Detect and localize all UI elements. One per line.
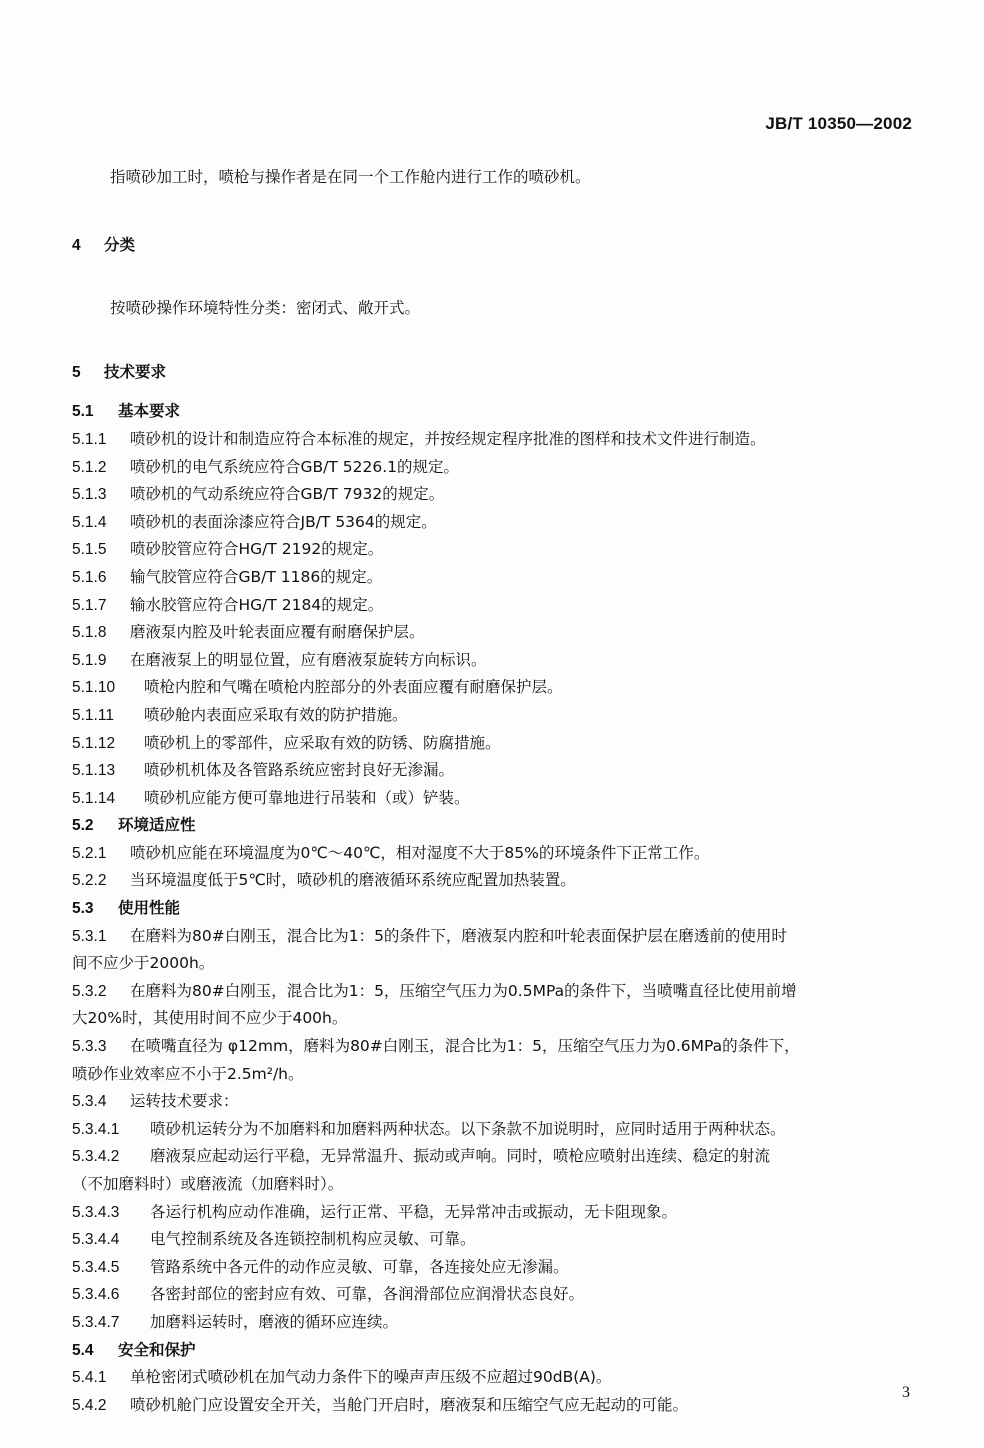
list-item [72, 1254, 917, 1282]
clause-text: 输水胶管应符合HG/T 2184的规定。 [130, 595, 384, 614]
section-number: 5.4 [72, 1341, 94, 1359]
section-number: 5.2 [72, 817, 94, 835]
clause-text: 喷砂机应能方便可靠地进行吊装和（或）铲装。 [144, 788, 470, 807]
clause-number: 5.3.4.5 [72, 1258, 120, 1276]
clause-text: 运转技术要求： [130, 1092, 239, 1111]
clause-text: 喷枪内腔和气嘴在喷枪内腔部分的外表面应覆有耐磨保护层。 [144, 678, 563, 697]
section-number: 5.3 [72, 900, 94, 918]
clause-number: 5.1.7 [72, 596, 107, 614]
clause-number: 5.3.1 [72, 927, 107, 945]
list-item [72, 426, 917, 454]
list-item [72, 536, 917, 564]
section-5-4-heading [72, 1337, 917, 1365]
section-title: 安全和保护 [118, 1340, 196, 1359]
list-item [72, 564, 917, 592]
section-4-heading [72, 232, 917, 260]
section-5-1-heading [72, 398, 917, 426]
list-item [72, 1116, 917, 1144]
list-item [72, 647, 917, 675]
list-item [72, 481, 917, 509]
list-item [72, 867, 917, 895]
list-item [72, 509, 917, 537]
section-number: 4 [72, 236, 81, 254]
list-item [72, 757, 917, 785]
clause-number: 5.3.4.7 [72, 1313, 120, 1331]
section-5-2-heading [72, 812, 917, 840]
clause-number: 5.3.4.2 [72, 1148, 120, 1166]
clause-number: 5.1.3 [72, 486, 107, 504]
clause-number: 5.1.5 [72, 541, 107, 559]
intro-paragraph: 指喷砂加工时，喷枪与操作者是在同一个工作舱内进行工作的喷砂机。 [110, 168, 591, 186]
clause-number: 5.3.4.6 [72, 1286, 120, 1304]
section-title: 基本要求 [118, 402, 181, 421]
clause-number: 5.1.1 [72, 430, 107, 448]
clause-number: 5.2.2 [72, 872, 107, 890]
section-number: 5 [72, 363, 81, 381]
clause-number: 5.1.14 [72, 789, 116, 807]
clause-text: 电气控制系统及各连锁控制机构应灵敏、可靠。 [150, 1230, 476, 1249]
clause-text: 在磨料为80#白刚玉，混合比为1：5的条件下，磨液泵内腔和叶轮表面保护层在磨透前的使用时 [130, 926, 787, 945]
section-4-text: 按喷砂操作环境特性分类：密闭式、敞开式。 [110, 299, 421, 318]
clause-text: 在磨料为80#白刚玉，混合比为1：5，压缩空气压力为0.5MPa的条件下，当喷嘴直径比使用前增 [130, 981, 797, 1000]
section-number: 5.1 [72, 403, 94, 421]
list-item [72, 840, 917, 868]
clause-number: 5.3.4.4 [72, 1231, 120, 1249]
clause-text: 喷砂机的表面涂漆应符合JB/T 5364的规定。 [130, 512, 437, 531]
clause-number: 5.2.1 [72, 844, 107, 862]
clause-number: 5.1.9 [72, 651, 107, 669]
clause-text: 喷砂机机体及各管路系统应密封良好无渗漏。 [144, 761, 455, 780]
clause-continuation: 大20%时，其使用时间不应少于400h。 [72, 1009, 348, 1028]
list-item [72, 619, 917, 647]
list-item [72, 592, 917, 620]
list-item [72, 978, 917, 1006]
list-item [72, 1309, 917, 1337]
clause-number: 5.1.10 [72, 679, 116, 697]
clause-number: 5.1.13 [72, 762, 116, 780]
section-title: 环境适应性 [118, 816, 196, 835]
list-item [72, 1199, 917, 1227]
section-5-3-heading [72, 895, 917, 923]
clause-number: 5.1.4 [72, 513, 107, 531]
clause-text: 喷砂机的电气系统应符合GB/T 5226.1的规定。 [130, 457, 459, 476]
list-item [72, 1392, 917, 1420]
clause-text: 在喷嘴直径为 φ12mm，磨料为80#白刚玉，混合比为1：5，压缩空气压力为0.6MPa的条件下， [130, 1037, 800, 1056]
clause-number: 5.1.6 [72, 568, 107, 586]
list-item [72, 785, 917, 813]
clause-continuation: 间不应少于2000h。 [72, 954, 215, 973]
clause-number: 5.4.1 [72, 1369, 107, 1387]
clause-text: 在磨液泵上的明显位置，应有磨液泵旋转方向标识。 [130, 650, 487, 669]
list-item [72, 1281, 917, 1309]
clause-text: 磨液泵应起动运行平稳，无异常温升、振动或声响。同时，喷枪应喷射出连续、稳定的射流 [150, 1147, 771, 1166]
clause-continuation: （不加磨料时）或磨液流（加磨料时）。 [72, 1175, 344, 1193]
list-item [72, 454, 917, 482]
clause-number: 5.3.4.1 [72, 1120, 120, 1138]
clause-number: 5.4.2 [72, 1396, 107, 1414]
clause-text: 输气胶管应符合GB/T 1186的规定。 [130, 567, 383, 586]
clause-number: 5.1.12 [72, 734, 116, 752]
page-number: 3 [902, 1384, 910, 1401]
clause-text: 管路系统中各元件的动作应灵敏、可靠，各连接处应无渗漏。 [150, 1257, 569, 1276]
clause-text: 喷砂机运转分为不加磨料和加磨料两种状态。以下条款不加说明时，应同时适用于两种状态。 [150, 1119, 786, 1138]
list-item [72, 702, 917, 730]
list-item [72, 1364, 917, 1392]
clause-text: 喷砂机舱门应设置安全开关，当舱门开启时，磨液泵和压缩空气应无起动的可能。 [130, 1395, 689, 1414]
section-title: 使用性能 [118, 899, 181, 918]
clause-text: 喷砂机上的零部件，应采取有效的防锈、防腐措施。 [144, 733, 501, 752]
clause-text: 各运行机构应动作准确，运行正常、平稳，无异常冲击或振动，无卡阻现象。 [150, 1202, 678, 1221]
list-item [72, 1143, 917, 1171]
clause-text: 各密封部位的密封应有效、可靠，各润滑部位应润滑状态良好。 [150, 1285, 585, 1304]
standard-number: JB/T 10350—2002 [765, 114, 912, 133]
list-item [72, 923, 917, 951]
clause-number: 5.1.8 [72, 624, 107, 642]
clause-number: 5.1.2 [72, 458, 107, 476]
clause-number: 5.1.11 [72, 706, 114, 724]
document-body [72, 164, 917, 1419]
clause-text: 喷砂舱内表面应采取有效的防护措施。 [144, 705, 408, 724]
clause-text: 单枪密闭式喷砂机在加气动力条件下的噪声声压级不应超过90dB(A)。 [130, 1368, 612, 1387]
section-title: 技术要求 [104, 362, 167, 381]
list-item [72, 1226, 917, 1254]
clause-text: 喷砂胶管应符合HG/T 2192的规定。 [130, 540, 384, 559]
clause-text: 加磨料运转时，磨液的循环应连续。 [150, 1312, 399, 1331]
clause-continuation: 喷砂作业效率应不小于2.5m²/h。 [72, 1064, 304, 1083]
clause-number: 5.3.2 [72, 982, 107, 1000]
clause-text: 喷砂机的气动系统应符合GB/T 7932的规定。 [130, 485, 445, 504]
section-title: 分类 [104, 235, 136, 254]
list-item [72, 730, 917, 758]
clause-text: 喷砂机应能在环境温度为0℃～40℃，相对湿度不大于85%的环境条件下正常工作。 [130, 843, 710, 862]
list-item [72, 1088, 917, 1116]
clause-number: 5.3.3 [72, 1038, 107, 1056]
section-5-heading [72, 359, 917, 387]
clause-number: 5.3.4.3 [72, 1203, 120, 1221]
clause-number: 5.3.4 [72, 1093, 107, 1111]
clause-text: 当环境温度低于5℃时，喷砂机的磨液循环系统应配置加热装置。 [130, 871, 576, 890]
clause-text: 喷砂机的设计和制造应符合本标准的规定，并按经规定程序批准的图样和技术文件进行制造。 [130, 429, 766, 448]
list-item [72, 1033, 917, 1061]
list-item [72, 674, 917, 702]
clause-text: 磨液泵内腔及叶轮表面应覆有耐磨保护层。 [130, 623, 425, 642]
